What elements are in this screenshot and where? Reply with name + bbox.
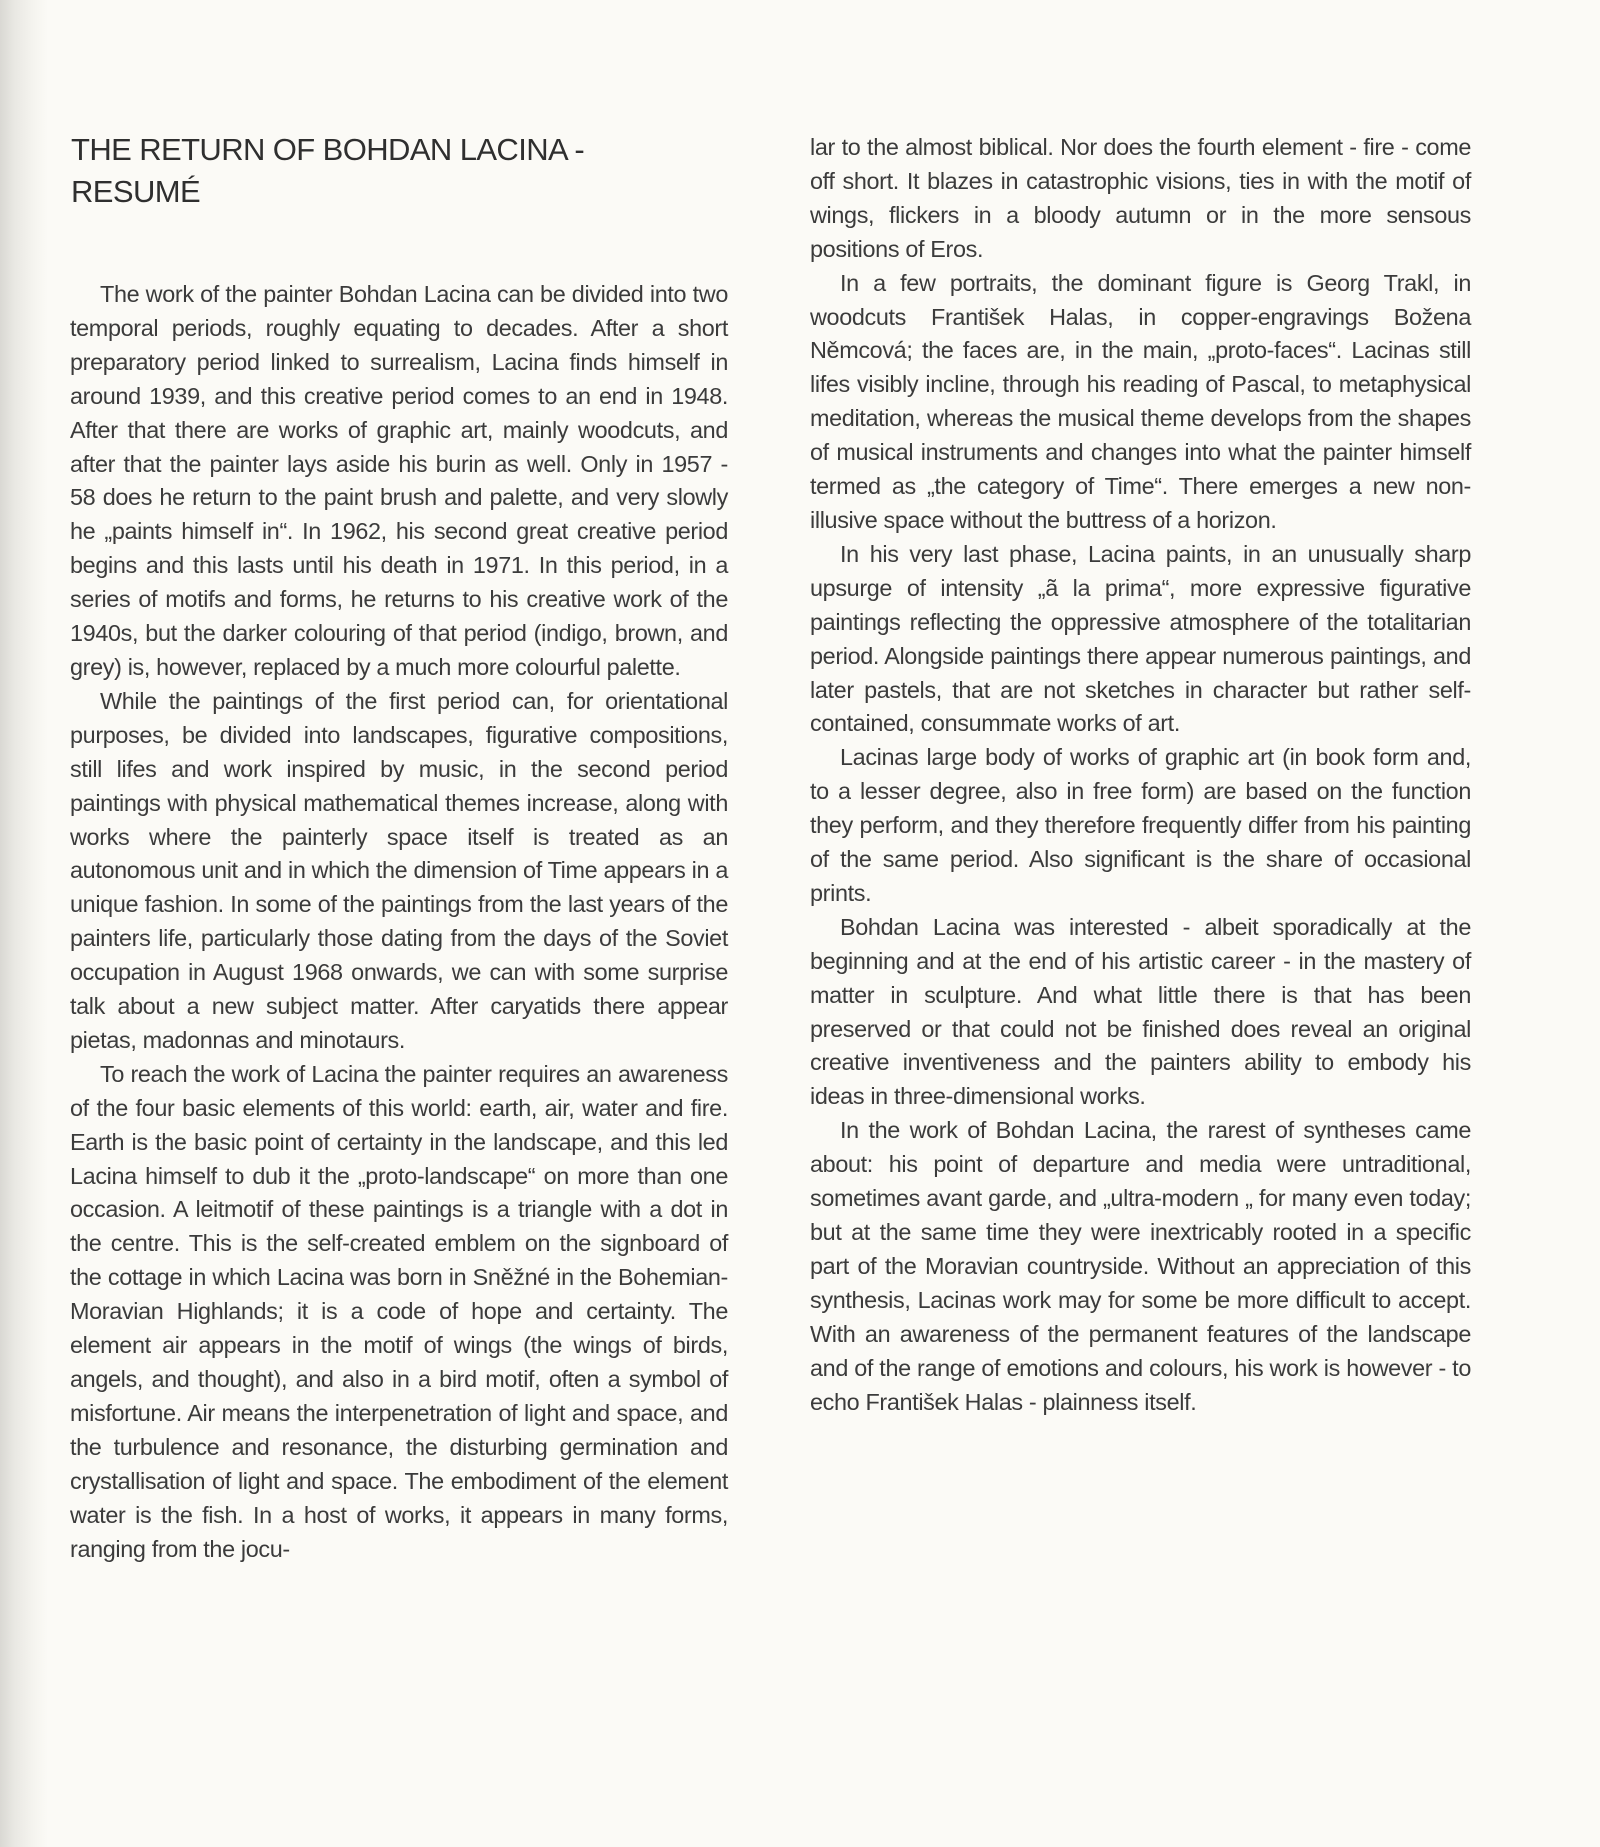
paragraph: In a few portraits, the dominant figure is Georg Trakl, in woodcuts František Halas, in copper-engravings Božena Němcová; the faces are, in the main, „proto-faces“. Lacinas still lifes visibly incline, through his reading of Pascal, to metaphysical meditation, whereas the musical theme develops from the shapes of musical instruments and changes into what the painter himself termed as „the category of Time“. There emerges a new non-illusive space without the buttress of a horizon. — [810, 269, 1471, 533]
paragraph: While the paintings of the first period can, for orientational purposes, be divided into landscapes, figurative compositions, still lifes and work inspired by music, in the second period paintings with physical mathematical themes increase, along with works where the painterly space itself is treated as an autonomous unit and in which the dimension of Time appears in a unique fashion. In some of the paintings from the last years of the painters life, particularly those dating from the days of the Soviet occupation in August 1968 onwards, we can with some surprise talk about a new subject matter. After caryatids there appear pietas, madonnas and minotaurs. — [70, 687, 728, 1053]
title-line-2: RESUMÉ — [71, 174, 201, 209]
title-line-1: THE RETURN OF BOHDAN LACINA - — [71, 132, 585, 167]
left-text-column — [70, 278, 728, 1566]
paragraph-continuation: lar to the almost biblical. Nor does the fourth element - fire - come off short. It blazes in catastrophic visions, ties in with the motif of wings, flickers in a bloody autumn or in the more sensous positions of Eros. — [810, 134, 1471, 262]
paragraph: To reach the work of Lacina the painter requires an awareness of the four basic elements of this world: earth, air, water and fire. Earth is the basic point of certainty in the landscape, and this led Lacina himself to dub it the „proto-landscape“ on more than one occasion. A leitmotif of these paintings is a triangle with a dot in the centre. This is the self-created emblem on the signboard of the cottage in which Lacina was born in Sněžné in the Bohemian-Moravian Highlands; it is a code of hope and certainty. The element air appears in the motif of wings (the wings of birds, angels, and thought), and also in a bird motif, often a symbol of misfortune. Air means the interpenetration of light and space, and the turbulence and resonance, the disturbing germination and crystallisation of light and space. The embodiment of the element water is the fish. In a host of works, it appears in many forms, ranging from the jocu- — [70, 1060, 728, 1562]
right-text-column — [810, 131, 1471, 1419]
page-title — [71, 129, 771, 213]
paragraph: Lacinas large body of works of graphic art (in book form and, to a lesser degree, also in free form) are based on the function they perform, and they therefore frequently differ from his painting of the same period. Also significant is the share of occasional prints. — [810, 744, 1471, 906]
paragraph: In his very last phase, Lacina paints, in an unusually sharp upsurge of intensity „ã la prima“, more expressive figurative paintings reflecting the oppressive atmosphere of the totalitarian period. Alongside paintings there appear numerous paintings, and later pastels, that are not sketches in character but rather self-contained, consummate works of art. — [810, 540, 1471, 737]
paragraph: Bohdan Lacina was interested - albeit sporadically at the beginning and at the end of his artistic career - in the mastery of matter in sculpture. And what little there is that has been preserved or that could not be finished does reveal an original creative inventiveness and the painters ability to embody his ideas in three-dimensional works. — [810, 913, 1471, 1110]
paragraph: The work of the painter Bohdan Lacina can be divided into two temporal periods, roughly equating to decades. After a short preparatory period linked to surrealism, Lacina finds himself in around 1939, and this creative period comes to an end in 1948. After that there are works of graphic art, mainly woodcuts, and after that the painter lays aside his burin as well. Only in 1957 - 58 does he return to the paint brush and palette, and very slowly he „paints himself in“. In 1962, his second great creative period begins and this lasts until his death in 1971. In this period, in a series of motifs and forms, he returns to his creative work of the 1940s, but the darker colouring of that period (indigo, brown, and grey) is, however, replaced by a much more colourful palette. — [70, 281, 728, 680]
paragraph: In the work of Bohdan Lacina, the rarest of syntheses came about: his point of departure and media were untraditional, sometimes avant garde, and „ultra-modern „ for many even today; but at the same time they were inextricably rooted in a specific part of the Moravian countryside. Without an appreciation of this synthesis, Lacinas work may for some be more difficult to accept. With an awareness of the permanent features of the landscape and of the range of emotions and colours, his work is however - to echo František Halas - plainness itself. — [810, 1117, 1471, 1415]
